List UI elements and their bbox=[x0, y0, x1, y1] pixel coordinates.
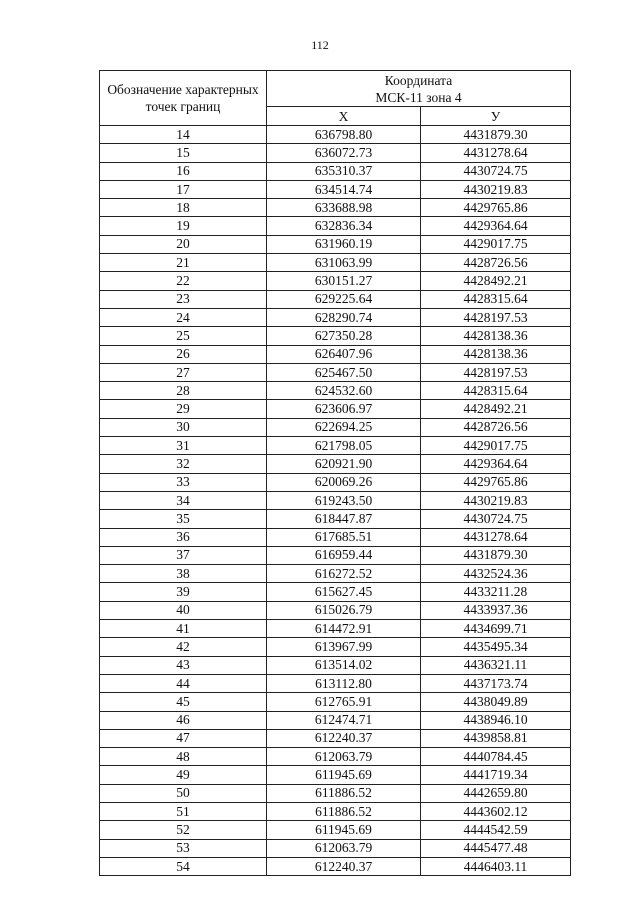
table-row bbox=[100, 254, 571, 272]
point-number-cell: 53 bbox=[100, 839, 267, 857]
point-number-cell: 19 bbox=[100, 217, 267, 235]
x-coordinate-cell: 612240.37 bbox=[267, 729, 421, 747]
table-row bbox=[100, 711, 571, 729]
x-coordinate-cell: 612063.79 bbox=[267, 748, 421, 766]
point-number-cell: 28 bbox=[100, 382, 267, 400]
x-coordinate-cell: 612240.37 bbox=[267, 857, 421, 875]
table-row bbox=[100, 656, 571, 674]
y-coordinate-cell: 4430724.75 bbox=[421, 162, 571, 180]
table-row bbox=[100, 272, 571, 290]
y-coordinate-cell: 4428315.64 bbox=[421, 290, 571, 308]
point-number-cell: 21 bbox=[100, 254, 267, 272]
point-number-cell: 22 bbox=[100, 272, 267, 290]
x-coordinate-cell: 635310.37 bbox=[267, 162, 421, 180]
x-coordinate-cell: 619243.50 bbox=[267, 491, 421, 509]
table-row bbox=[100, 308, 571, 326]
point-number-cell: 39 bbox=[100, 583, 267, 601]
x-coordinate-cell: 614472.91 bbox=[267, 620, 421, 638]
y-coordinate-cell: 4431278.64 bbox=[421, 144, 571, 162]
y-coordinate-cell: 4429017.75 bbox=[421, 235, 571, 253]
table-row bbox=[100, 839, 571, 857]
y-coordinate-cell: 4445477.48 bbox=[421, 839, 571, 857]
y-coordinate-cell: 4429364.64 bbox=[421, 217, 571, 235]
x-coordinate-cell: 630151.27 bbox=[267, 272, 421, 290]
y-coordinate-cell: 4438049.89 bbox=[421, 693, 571, 711]
point-number-cell: 20 bbox=[100, 235, 267, 253]
y-coordinate-cell: 4429017.75 bbox=[421, 437, 571, 455]
table-row bbox=[100, 748, 571, 766]
point-number-cell: 44 bbox=[100, 674, 267, 692]
y-coordinate-cell: 4430219.83 bbox=[421, 491, 571, 509]
point-number-cell: 46 bbox=[100, 711, 267, 729]
y-coordinate-cell: 4428492.21 bbox=[421, 272, 571, 290]
table-body bbox=[100, 126, 571, 876]
x-coordinate-cell: 636072.73 bbox=[267, 144, 421, 162]
table-row bbox=[100, 235, 571, 253]
x-coordinate-cell: 612474.71 bbox=[267, 711, 421, 729]
x-coordinate-cell: 632836.34 bbox=[267, 217, 421, 235]
y-coordinate-cell: 4441719.34 bbox=[421, 766, 571, 784]
x-coordinate-cell: 612063.79 bbox=[267, 839, 421, 857]
point-number-cell: 47 bbox=[100, 729, 267, 747]
table-row bbox=[100, 180, 571, 198]
table-row bbox=[100, 546, 571, 564]
table-row bbox=[100, 674, 571, 692]
coordinate-header-title: Координата bbox=[384, 72, 453, 88]
point-number-cell: 35 bbox=[100, 510, 267, 528]
y-coordinate-cell: 4437173.74 bbox=[421, 674, 571, 692]
table-row bbox=[100, 345, 571, 363]
point-number-cell: 26 bbox=[100, 345, 267, 363]
point-number-cell: 29 bbox=[100, 400, 267, 418]
table-row bbox=[100, 382, 571, 400]
y-coordinate-cell: 4446403.11 bbox=[421, 857, 571, 875]
x-coordinate-cell: 617685.51 bbox=[267, 528, 421, 546]
table-row bbox=[100, 638, 571, 656]
table-row bbox=[100, 126, 571, 144]
table-row bbox=[100, 418, 571, 436]
point-number-cell: 27 bbox=[100, 363, 267, 381]
point-number-cell: 50 bbox=[100, 784, 267, 802]
x-coordinate-cell: 622694.25 bbox=[267, 418, 421, 436]
point-number-cell: 16 bbox=[100, 162, 267, 180]
table-row bbox=[100, 473, 571, 491]
y-coordinate-cell: 4438946.10 bbox=[421, 711, 571, 729]
point-number-cell: 30 bbox=[100, 418, 267, 436]
x-coordinate-cell: 613112.80 bbox=[267, 674, 421, 692]
y-coordinate-cell: 4432524.36 bbox=[421, 565, 571, 583]
table-row bbox=[100, 729, 571, 747]
table-row bbox=[100, 620, 571, 638]
y-coordinate-cell: 4444542.59 bbox=[421, 821, 571, 839]
y-coordinate-cell: 4433211.28 bbox=[421, 583, 571, 601]
x-coordinate-cell: 611945.69 bbox=[267, 766, 421, 784]
point-number-cell: 17 bbox=[100, 180, 267, 198]
table-row bbox=[100, 857, 571, 875]
x-coordinate-cell: 625467.50 bbox=[267, 363, 421, 381]
x-coordinate-cell: 628290.74 bbox=[267, 308, 421, 326]
y-coordinate-cell: 4429765.86 bbox=[421, 199, 571, 217]
x-coordinate-cell: 621798.05 bbox=[267, 437, 421, 455]
point-number-cell: 51 bbox=[100, 802, 267, 820]
x-coordinate-cell: 636798.80 bbox=[267, 126, 421, 144]
y-coordinate-cell: 4428726.56 bbox=[421, 254, 571, 272]
point-number-cell: 18 bbox=[100, 199, 267, 217]
table-row bbox=[100, 400, 571, 418]
y-coordinate-cell: 4430219.83 bbox=[421, 180, 571, 198]
table-row bbox=[100, 327, 571, 345]
x-coordinate-cell: 613514.02 bbox=[267, 656, 421, 674]
table-row bbox=[100, 491, 571, 509]
table-row bbox=[100, 565, 571, 583]
y-coordinate-cell: 4440784.45 bbox=[421, 748, 571, 766]
y-column-header: У bbox=[421, 107, 571, 126]
x-coordinate-cell: 633688.98 bbox=[267, 199, 421, 217]
point-number-cell: 33 bbox=[100, 473, 267, 491]
x-coordinate-cell: 615627.45 bbox=[267, 583, 421, 601]
table-row bbox=[100, 162, 571, 180]
table-row bbox=[100, 802, 571, 820]
x-coordinate-cell: 626407.96 bbox=[267, 345, 421, 363]
point-number-cell: 45 bbox=[100, 693, 267, 711]
y-coordinate-cell: 4428726.56 bbox=[421, 418, 571, 436]
table-row bbox=[100, 766, 571, 784]
x-column-header: X bbox=[267, 107, 421, 126]
y-coordinate-cell: 4434699.71 bbox=[421, 620, 571, 638]
y-coordinate-cell: 4430724.75 bbox=[421, 510, 571, 528]
y-coordinate-cell: 4431879.30 bbox=[421, 546, 571, 564]
y-coordinate-cell: 4443602.12 bbox=[421, 802, 571, 820]
point-number-cell: 42 bbox=[100, 638, 267, 656]
point-number-cell: 23 bbox=[100, 290, 267, 308]
y-coordinate-cell: 4428315.64 bbox=[421, 382, 571, 400]
x-coordinate-cell: 616959.44 bbox=[267, 546, 421, 564]
point-number-cell: 34 bbox=[100, 491, 267, 509]
point-number-cell: 36 bbox=[100, 528, 267, 546]
y-coordinate-cell: 4428492.21 bbox=[421, 400, 571, 418]
point-number-cell: 15 bbox=[100, 144, 267, 162]
table-row bbox=[100, 144, 571, 162]
y-coordinate-cell: 4428138.36 bbox=[421, 327, 571, 345]
point-number-cell: 38 bbox=[100, 565, 267, 583]
point-number-cell: 37 bbox=[100, 546, 267, 564]
x-coordinate-cell: 613967.99 bbox=[267, 638, 421, 656]
point-number-cell: 49 bbox=[100, 766, 267, 784]
point-number-cell: 32 bbox=[100, 455, 267, 473]
y-coordinate-cell: 4428138.36 bbox=[421, 345, 571, 363]
table-row bbox=[100, 290, 571, 308]
point-number-cell: 24 bbox=[100, 308, 267, 326]
x-coordinate-cell: 615026.79 bbox=[267, 601, 421, 619]
coordinate-system-label: МСК-11 зона 4 bbox=[375, 89, 462, 105]
point-number-cell: 54 bbox=[100, 857, 267, 875]
table-row bbox=[100, 583, 571, 601]
coordinates-table bbox=[99, 70, 571, 876]
table-row bbox=[100, 510, 571, 528]
table-row bbox=[100, 217, 571, 235]
y-coordinate-cell: 4428197.53 bbox=[421, 363, 571, 381]
point-number-cell: 41 bbox=[100, 620, 267, 638]
x-coordinate-cell: 623606.97 bbox=[267, 400, 421, 418]
point-number-cell: 52 bbox=[100, 821, 267, 839]
table-header bbox=[100, 71, 571, 126]
x-coordinate-cell: 611886.52 bbox=[267, 802, 421, 820]
x-coordinate-cell: 627350.28 bbox=[267, 327, 421, 345]
point-number-cell: 48 bbox=[100, 748, 267, 766]
x-coordinate-cell: 618447.87 bbox=[267, 510, 421, 528]
point-number-cell: 14 bbox=[100, 126, 267, 144]
table-row bbox=[100, 363, 571, 381]
table-row bbox=[100, 601, 571, 619]
table-row bbox=[100, 821, 571, 839]
y-coordinate-cell: 4439858.81 bbox=[421, 729, 571, 747]
x-coordinate-cell: 611886.52 bbox=[267, 784, 421, 802]
y-coordinate-cell: 4429765.86 bbox=[421, 473, 571, 491]
y-coordinate-cell: 4442659.80 bbox=[421, 784, 571, 802]
table-row bbox=[100, 199, 571, 217]
x-coordinate-cell: 634514.74 bbox=[267, 180, 421, 198]
point-number-cell: 31 bbox=[100, 437, 267, 455]
x-coordinate-cell: 620921.90 bbox=[267, 455, 421, 473]
x-coordinate-cell: 624532.60 bbox=[267, 382, 421, 400]
point-designation-header: Обозначение характерных точек границ bbox=[100, 71, 267, 126]
x-coordinate-cell: 611945.69 bbox=[267, 821, 421, 839]
point-number-cell: 25 bbox=[100, 327, 267, 345]
point-number-cell: 40 bbox=[100, 601, 267, 619]
x-coordinate-cell: 631960.19 bbox=[267, 235, 421, 253]
x-coordinate-cell: 631063.99 bbox=[267, 254, 421, 272]
x-coordinate-cell: 616272.52 bbox=[267, 565, 421, 583]
coordinate-header bbox=[267, 71, 571, 107]
table-row bbox=[100, 784, 571, 802]
x-coordinate-cell: 612765.91 bbox=[267, 693, 421, 711]
point-number-cell: 43 bbox=[100, 656, 267, 674]
y-coordinate-cell: 4435495.34 bbox=[421, 638, 571, 656]
y-coordinate-cell: 4431278.64 bbox=[421, 528, 571, 546]
y-coordinate-cell: 4431879.30 bbox=[421, 126, 571, 144]
y-coordinate-cell: 4429364.64 bbox=[421, 455, 571, 473]
table-row bbox=[100, 437, 571, 455]
table-row bbox=[100, 528, 571, 546]
y-coordinate-cell: 4433937.36 bbox=[421, 601, 571, 619]
table-row bbox=[100, 693, 571, 711]
x-coordinate-cell: 629225.64 bbox=[267, 290, 421, 308]
y-coordinate-cell: 4428197.53 bbox=[421, 308, 571, 326]
y-coordinate-cell: 4436321.11 bbox=[421, 656, 571, 674]
page-number: 112 bbox=[311, 38, 329, 52]
x-coordinate-cell: 620069.26 bbox=[267, 473, 421, 491]
table-row bbox=[100, 455, 571, 473]
